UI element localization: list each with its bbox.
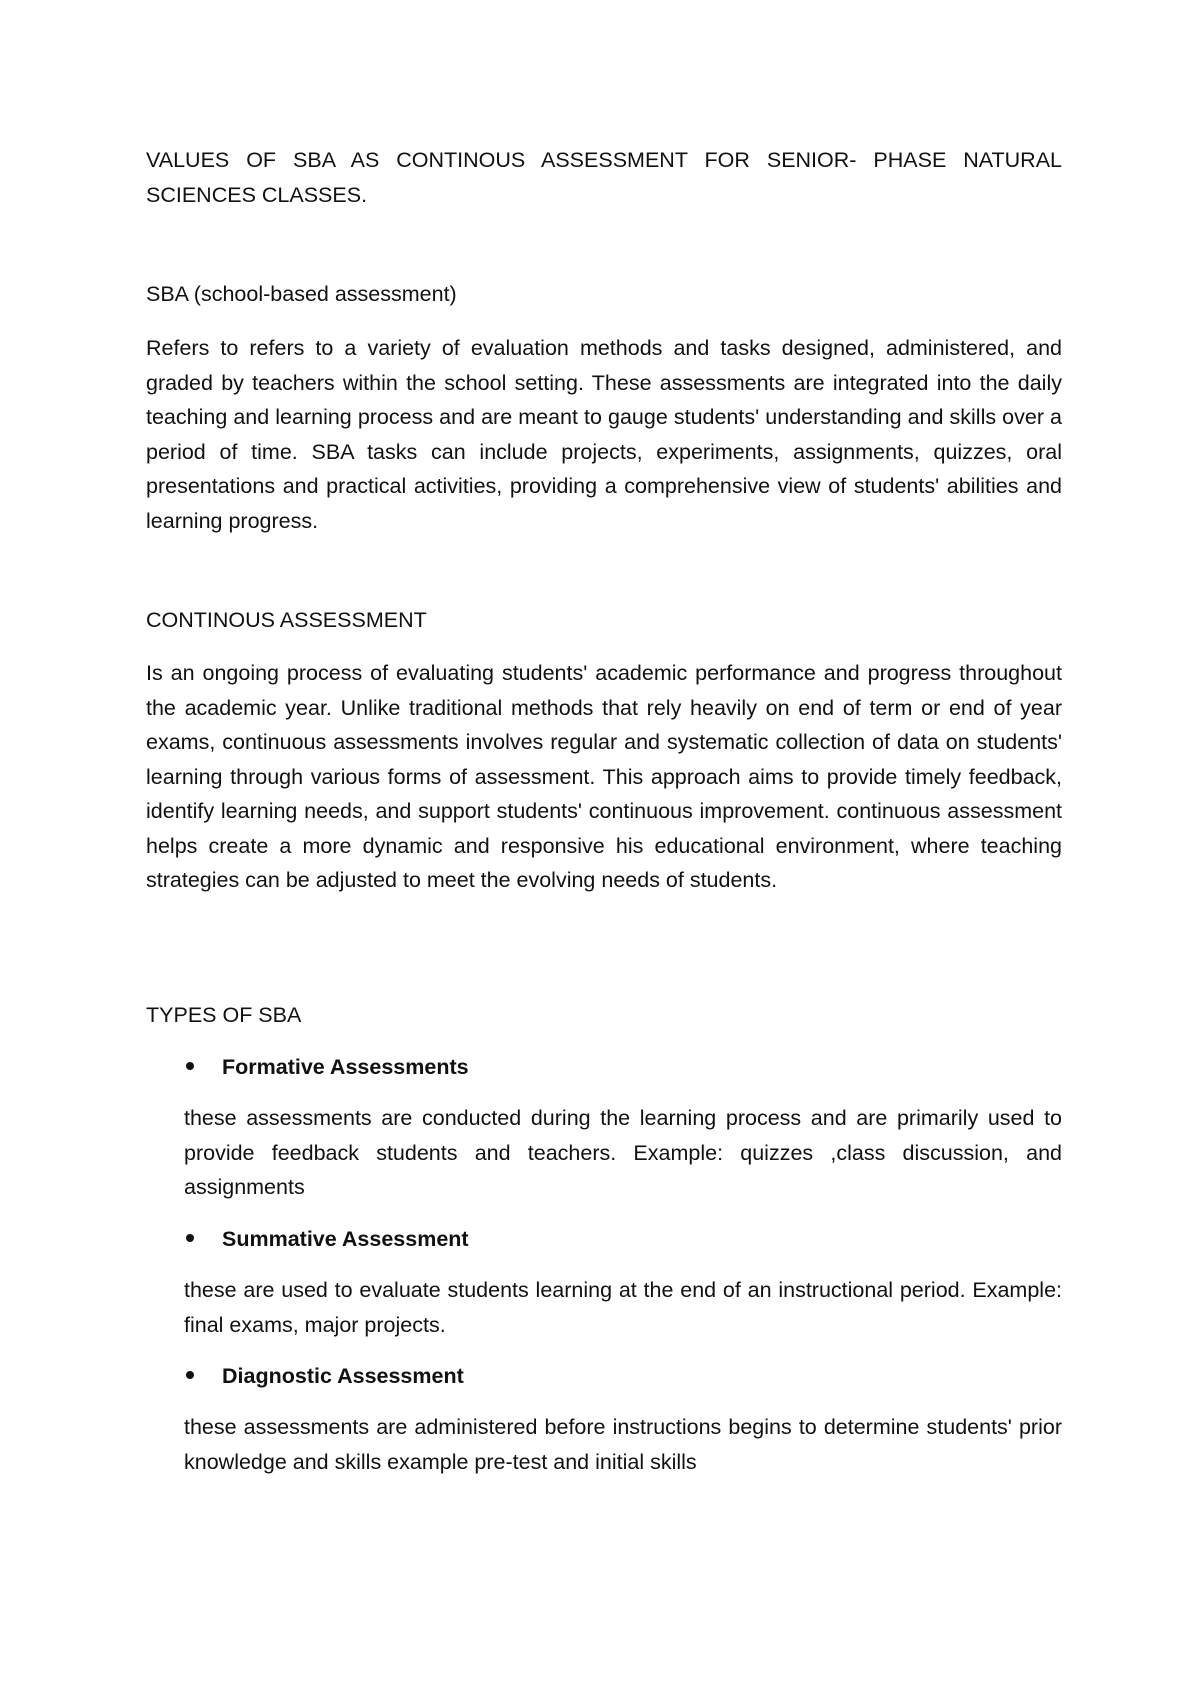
bullet-icon xyxy=(186,1371,194,1379)
type-description: these assessments are administered before instructions begins to determine students' prior knowledge and skills example pre-test and initial skills xyxy=(184,1415,1062,1474)
document-title: VALUES OF SBA AS CONTINOUS ASSESSMENT FOR SENIOR- PHASE NATURAL SCIENCES CLASSES. xyxy=(146,148,1062,207)
continuous-assessment-paragraph: Is an ongoing process of evaluating students' academic performance and progress throughout the academic year. Unlike traditional methods that rely heavily on end of term or end of year exams, continuous assessments involves regular and systematic collection of data on students' learning through various forms of assessment. This approach aims to provide timely feedback, identify learning needs, and support students' continuous improvement. continuous assessment helps create a more dynamic and responsive his educational environment, where teaching strategies can be adjusted to meet the evolving needs of students. xyxy=(146,661,1062,892)
sba-heading: SBA (school-based assessment) xyxy=(146,282,457,306)
bullet-icon xyxy=(186,1234,194,1242)
continuous-assessment-heading: CONTINOUS ASSESSMENT xyxy=(146,608,427,632)
type-item-summative xyxy=(146,1222,1062,1257)
type-name: Diagnostic Assessment xyxy=(222,1364,464,1388)
type-name: Formative Assessments xyxy=(222,1055,469,1079)
types-heading: TYPES OF SBA xyxy=(146,1003,302,1027)
type-description: these assessments are conducted during the learning process and are primarily used to provide feedback students and teachers. Example: quizzes ,class discussion, and assignments xyxy=(184,1106,1062,1199)
type-description: these are used to evaluate students learning at the end of an instructional period. Example: final exams, major projects. xyxy=(184,1278,1062,1337)
sba-paragraph: Refers to refers to a variety of evaluation methods and tasks designed, administered, and graded by teachers within the school setting. These assessments are integrated into the daily teaching and learning process and are meant to gauge students' understanding and skills over a period of time. SBA tasks can include projects, experiments, assignments, quizzes, oral presentations and practical activities, providing a comprehensive view of students' abilities and learning progress. xyxy=(146,336,1062,533)
bullet-icon xyxy=(186,1062,194,1070)
type-item-formative xyxy=(146,1050,1062,1085)
type-item-diagnostic xyxy=(146,1359,1062,1394)
type-name: Summative Assessment xyxy=(222,1227,469,1251)
